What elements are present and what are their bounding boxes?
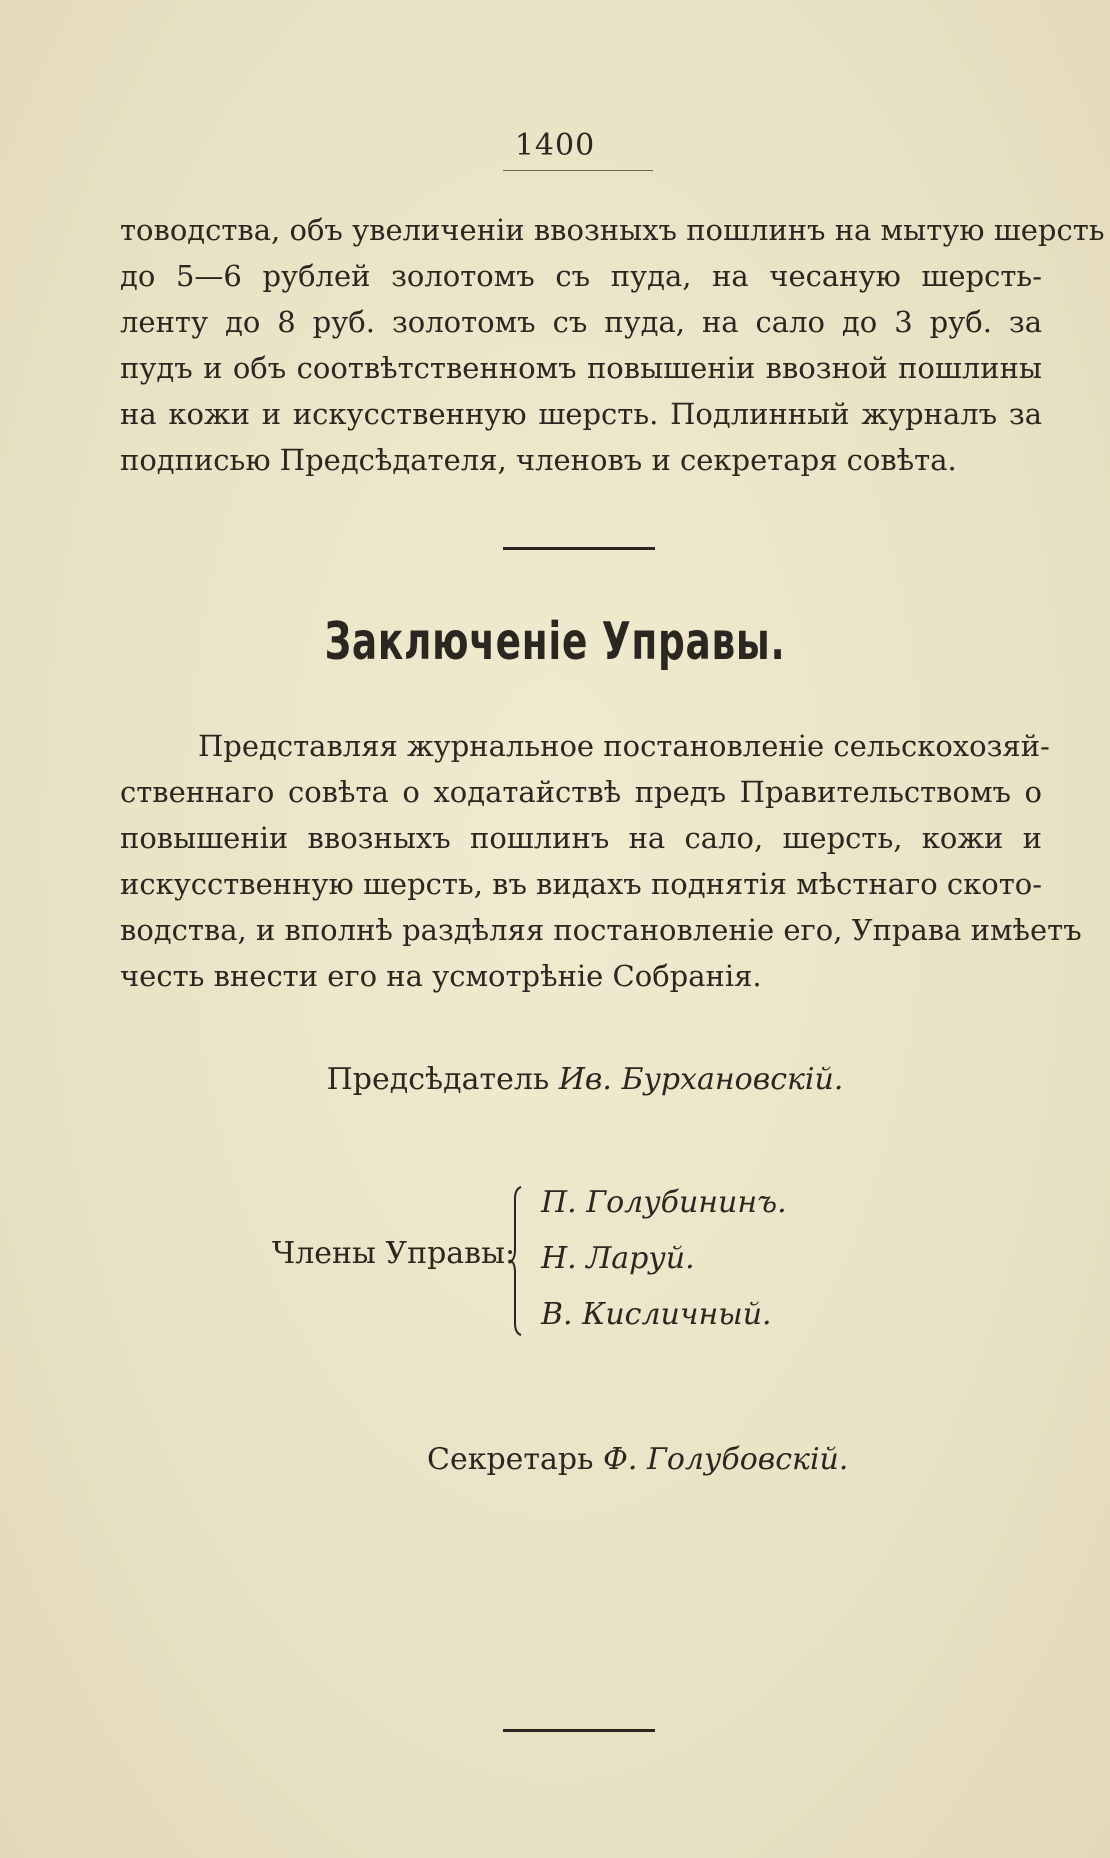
chairman-signature (0, 1062, 1110, 1097)
members-label: Члены Управы: (272, 1236, 516, 1271)
curly-brace-icon (511, 1185, 525, 1337)
paragraph-line: искусственную шерсть, въ видахъ поднятія мѣстнаго ското- (120, 867, 1043, 901)
closing-divider (503, 1729, 655, 1732)
paragraph-line: водства, и вполнѣ раздѣляя постановленіе его, Управа имѣетъ (120, 913, 1082, 947)
secretary-title: Секретарь (427, 1442, 594, 1477)
member-name: В. Кисличный. (541, 1297, 772, 1332)
paragraph-line: до 5—6 рублей золотомъ съ пуда, на чесаную шерсть- (120, 259, 1042, 293)
body-paragraph (120, 723, 1082, 999)
section-divider (503, 547, 655, 550)
paragraph-line: товодства, объ увеличеніи ввозныхъ пошлинъ на мытую шерсть (120, 213, 1105, 247)
paragraph-line: пудъ и объ соотвѣтственномъ повышеніи ввозной пошлины (120, 351, 1042, 385)
secretary-name: Ф. Голубовскій. (602, 1442, 849, 1477)
paragraph-line: честь внести его на усмотрѣніе Собранія. (120, 959, 762, 993)
top-paragraph (120, 207, 1105, 483)
paragraph-line: повышеніи ввозныхъ пошлинъ на сало, шерсть, кожи и (120, 821, 1042, 855)
paragraph-line: подписью Предсѣдателя, членовъ и секретаря совѣта. (120, 443, 957, 477)
paragraph-line: на кожи и искусственную шерсть. Подлинный журналъ за (120, 397, 1042, 431)
chairman-name: Ив. Бурхановскій. (558, 1062, 844, 1097)
secretary-signature (427, 1442, 848, 1477)
section-heading: Заключеніе Управы. (324, 612, 786, 672)
page-number: 1400 (514, 128, 596, 163)
member-name: П. Голубининъ. (541, 1185, 787, 1220)
page-number-underline (503, 170, 653, 171)
paragraph-line: Представляя журнальное постановленіе сельскохозяй- (198, 729, 1050, 763)
paragraph-line: ственнаго совѣта о ходатайствѣ предъ Правительствомъ о (120, 775, 1042, 809)
paragraph-line: ленту до 8 руб. золотомъ съ пуда, на сало до 3 руб. за (120, 305, 1042, 339)
member-name: Н. Ларуй. (541, 1241, 695, 1276)
chairman-title: Предсѣдатель (326, 1062, 550, 1097)
